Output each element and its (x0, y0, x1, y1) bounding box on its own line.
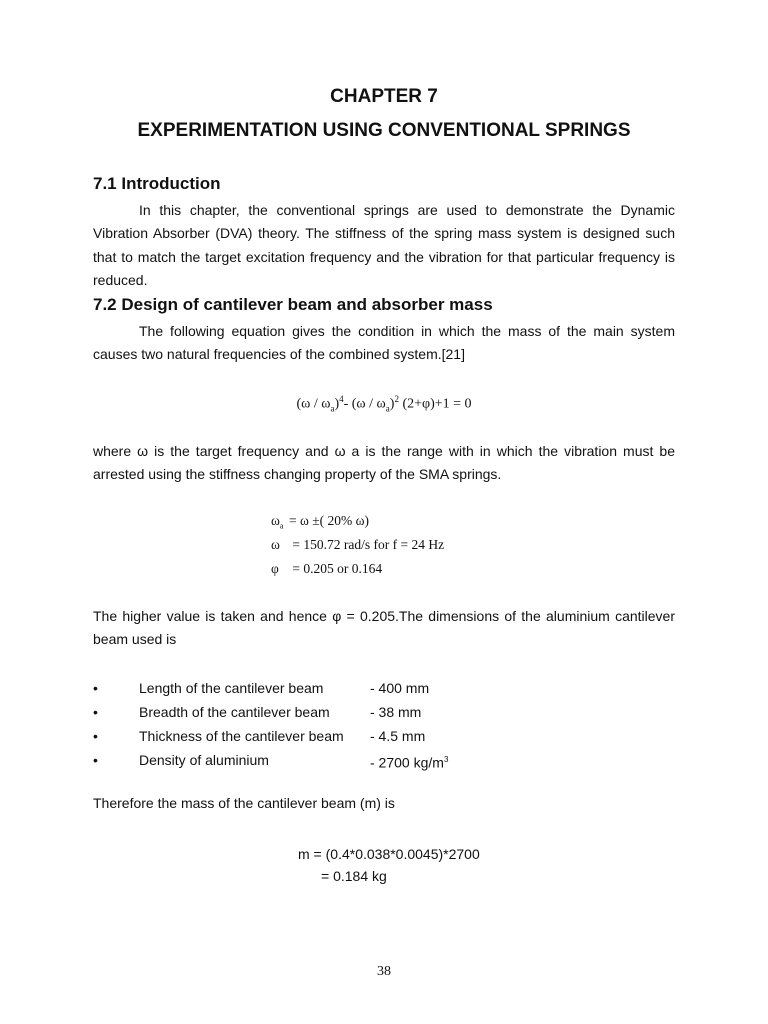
variable-row (271, 557, 444, 581)
bullet-icon: • (93, 680, 98, 696)
variable-subscript: a (279, 521, 284, 531)
section-heading-design: 7.2 Design of cantilever beam and absorber mass (93, 295, 493, 314)
eq-part: ) (389, 396, 395, 412)
mass-line: m = (0.4*0.038*0.0045)*2700 (298, 846, 480, 862)
variable-definitions (271, 509, 444, 581)
introduction-paragraph: In this chapter, the conventional springs are used to demonstrate the Dynamic Vibration Absorber (DVA) theory. The stiffness of the spring mass system is designed such that to match the target excitation frequency and the vibration for that particular frequency is reduced. (93, 202, 675, 289)
dimension-value: - 400 mm (370, 680, 430, 696)
variable-expression: = ω ±( 20% ω) (289, 513, 370, 528)
variable-row (271, 533, 444, 557)
eq-sup: 4 (339, 394, 344, 404)
dimension-label: Length of the cantilever beam (139, 680, 324, 696)
dimension-value-text: - 2700 kg/m (370, 754, 444, 771)
dimension-list (93, 676, 493, 772)
variable-symbol: φ (271, 561, 279, 576)
chapter-title: EXPERIMENTATION USING CONVENTIONAL SPRINGS (137, 120, 631, 141)
chapter-number: CHAPTER 7 (330, 86, 438, 107)
list-item (93, 676, 493, 700)
variable-expression: = 0.205 or 0.164 (289, 561, 383, 576)
eq-sub: a (385, 403, 390, 414)
dimension-value (370, 748, 448, 775)
dimension-label: Breadth of the cantilever beam (139, 704, 330, 720)
bullet-icon: • (93, 752, 98, 768)
variable-row (271, 509, 444, 533)
list-item (93, 700, 493, 724)
dimension-label: Thickness of the cantilever beam (139, 728, 344, 744)
mass-line: = 0.184 kg (321, 868, 387, 884)
dimension-label: Density of aluminium (139, 752, 269, 768)
eq-part: ) (334, 396, 340, 412)
variable-expression: = 150.72 rad/s for f = 24 Hz (289, 537, 445, 552)
eq-part: - (ω / ω (343, 396, 386, 412)
dimension-value: - 38 mm (370, 704, 422, 720)
design-paragraph: The following equation gives the condition in which the mass of the main system causes two natural frequencies of the combined system.[21] (93, 323, 675, 363)
eq-sub: a (330, 403, 335, 414)
eq-part: (ω / ω (296, 396, 331, 412)
dimension-superscript: 3 (443, 755, 449, 764)
bullet-icon: • (93, 704, 98, 720)
list-item (93, 748, 493, 772)
eq-sup: 2 (394, 394, 399, 404)
where-paragraph: where ω is the target frequency and ω a is the range with in which the vibration must be arrested using the stiffness changing property of the SMA springs. (93, 443, 675, 483)
frequency-equation (0, 394, 768, 413)
higher-value-paragraph: The higher value is taken and hence φ = 0.205.The dimensions of the aluminium cantilever beam used is (93, 608, 675, 648)
bullet-icon: • (93, 728, 98, 744)
page-number: 38 (377, 964, 391, 979)
variable-symbol: ω (271, 537, 280, 552)
section-heading-introduction: 7.1 Introduction (93, 174, 221, 193)
list-item (93, 724, 493, 748)
variable-symbol: ω (271, 513, 280, 528)
therefore-paragraph: Therefore the mass of the cantilever beam (m) is (93, 795, 395, 811)
mass-calculation (298, 843, 480, 887)
eq-part: (2+φ)+1 = 0 (398, 396, 472, 412)
dimension-value: - 4.5 mm (370, 728, 426, 744)
